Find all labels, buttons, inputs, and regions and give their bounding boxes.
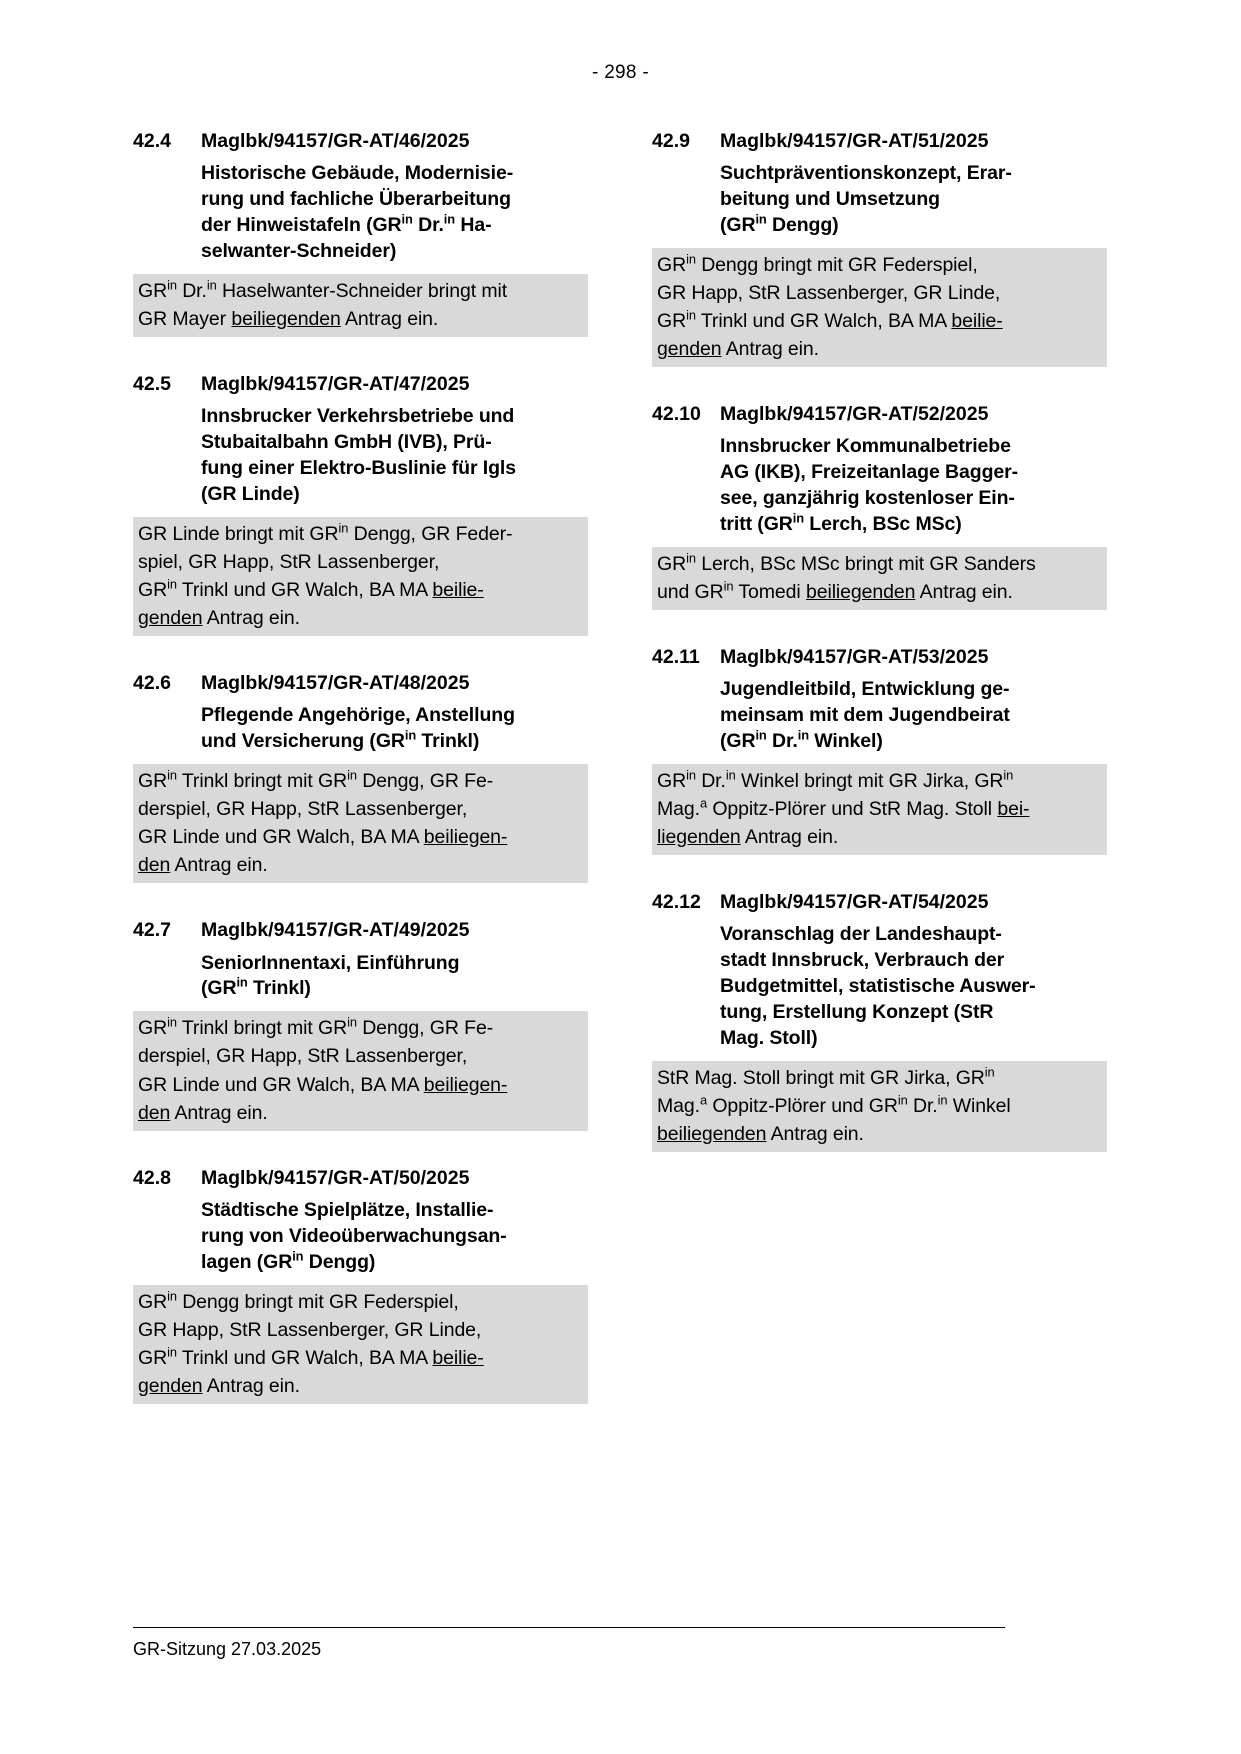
agenda-item: [133, 1165, 588, 1404]
agenda-item-body: $GR^{in}$ Trinkl bringt mit $GR^{in}$ Dengg, GR Fe- derspiel, GR Happ, StR Lassenberger, GR Linde und GR Walch, BA MA beiliegen- den Antrag ein.: [133, 764, 588, 883]
agenda-item: [133, 371, 588, 636]
agenda-item: [652, 401, 1107, 610]
agenda-item-body: $GR^{in}$ Lerch, BSc MSc bringt mit GR Sanders und $GR^{in}$ Tomedi beiliegenden Antrag ein.: [652, 547, 1107, 610]
page-number: - 298 -: [591, 62, 649, 83]
agenda-item-header: [652, 889, 1107, 915]
agenda-item-number: 42.5: [133, 372, 171, 395]
agenda-item-code: Maglbk/94157/GR-AT/49/2025: [201, 919, 470, 942]
agenda-item-title: Pflegende Angehörige, Anstellung und Versicherung ($GR^{in}$ Trinkl): [201, 704, 515, 753]
agenda-item-code: Maglbk/94157/GR-AT/47/2025: [201, 372, 470, 395]
agenda-item-body: $GR^{in}$ Dr.$^{in}$ Winkel bringt mit GR Jirka, $GR^{in}$ Mag.$^a$ Oppitz-Plörer und StR Mag. Stoll bei- liegenden Antrag ein.: [652, 764, 1107, 855]
agenda-item-code: Maglbk/94157/GR-AT/48/2025: [201, 672, 470, 695]
agenda-item-code: Maglbk/94157/GR-AT/51/2025: [720, 130, 989, 152]
agenda-item-header: [133, 371, 588, 397]
footer-text: GR-Sitzung 27.03.2025: [133, 1639, 322, 1659]
agenda-item-body: $GR^{in}$ Dengg bringt mit GR Federspiel, GR Happ, StR Lassenberger, GR Linde, $GR^{in}$ Trinkl und GR Walch, BA MA beilie- genden Antrag ein.: [652, 248, 1107, 367]
agenda-item-title: Voranschlag der Landeshaupt- stadt Innsbruck, Verbrauch der Budgetmittel, statistische Auswer- tung, Erstellung Konzept (StR Mag. Stoll): [720, 923, 1036, 1050]
agenda-item-code: Maglbk/94157/GR-AT/53/2025: [720, 646, 989, 669]
agenda-item-title: Jugendleitbild, Entwicklung ge- meinsam mit dem Jugendbeirat ($GR^{in}$ Dr.$^{in}$ Winkel): [720, 678, 1010, 753]
agenda-item-title: Historische Gebäude, Modernisie- rung und fachliche Überarbeitung der Hinweistafeln ($GR^{in}$ Dr.$^{in}$ Ha- selwanter-Schneider): [201, 162, 514, 262]
agenda-item-number: 42.8: [133, 1166, 171, 1189]
agenda-item-header: [652, 401, 1107, 427]
agenda-item-number: 42.6: [133, 672, 171, 695]
footer-divider: [133, 1627, 1005, 1628]
agenda-item: [652, 889, 1107, 1152]
agenda-item-header: [133, 128, 588, 154]
agenda-item-body: GR Linde bringt mit $GR^{in}$ Dengg, GR Feder- spiel, GR Happ, StR Lassenberger, $GR^{in}$ Trinkl und GR Walch, BA MA beilie- genden Antrag ein.: [133, 517, 588, 636]
agenda-item: [133, 128, 588, 337]
agenda-item: [652, 644, 1107, 855]
agenda-item-body: $GR^{in}$ Dr.$^{in}$ Haselwanter-Schneider bringt mit GR Mayer beiliegenden Antrag ein.: [133, 274, 588, 337]
agenda-item-code: Maglbk/94157/GR-AT/52/2025: [720, 403, 989, 426]
agenda-item-body: StR Mag. Stoll bringt mit GR Jirka, $GR^{in}$ Mag.$^a$ Oppitz-Plörer und $GR^{in}$ Dr.$^{in}$ Winkel beiliegenden Antrag ein.: [652, 1061, 1107, 1152]
agenda-item-title: Suchtpräventionskonzept, Erar- beitung und Umsetzung ($GR^{in}$ Dengg): [720, 162, 1012, 236]
agenda-item-header: [652, 128, 1107, 154]
agenda-item-code: Maglbk/94157/GR-AT/54/2025: [720, 891, 989, 914]
agenda-item-title: Städtische Spielplätze, Installie- rung von Videoüberwachungsan- lagen ($GR^{in}$ Dengg): [201, 1198, 507, 1273]
agenda-item: [652, 128, 1107, 367]
agenda-item-code: Maglbk/94157/GR-AT/46/2025: [201, 130, 470, 152]
agenda-item-header: [133, 670, 588, 696]
two-column-body: [133, 128, 1108, 1438]
agenda-item-number: 42.9: [652, 130, 690, 152]
agenda-item: [133, 917, 588, 1130]
agenda-item-title: SeniorInnentaxi, Einführung ($GR^{in}$ Trinkl): [201, 951, 460, 1000]
agenda-item-body: $GR^{in}$ Trinkl bringt mit $GR^{in}$ Dengg, GR Fe- derspiel, GR Happ, StR Lassenberger, GR Linde und GR Walch, BA MA beiliegen- den Antrag ein.: [133, 1011, 588, 1130]
agenda-item-body: $GR^{in}$ Dengg bringt mit GR Federspiel, GR Happ, StR Lassenberger, GR Linde, $GR^{in}$ Trinkl und GR Walch, BA MA beilie- genden Antrag ein.: [133, 1285, 588, 1404]
agenda-item-header: [133, 1165, 588, 1191]
agenda-item-number: 42.10: [652, 403, 701, 426]
agenda-item-number: 42.4: [133, 130, 171, 152]
left-column: [133, 128, 588, 1438]
agenda-item-title: Innsbrucker Kommunalbetriebe AG (IKB), Freizeitanlage Bagger- see, ganzjährig kostenloser Ein- tritt ($GR^{in}$ Lerch, BSc MSc): [720, 435, 1019, 536]
agenda-item-code: Maglbk/94157/GR-AT/50/2025: [201, 1166, 470, 1189]
agenda-item-header: [652, 644, 1107, 670]
agenda-item-title: Innsbrucker Verkehrsbetriebe und Stubaitalbahn GmbH (IVB), Prü- fung einer Elektro-Buslinie für Igls (GR Linde): [201, 405, 516, 505]
agenda-item-header: [133, 917, 588, 943]
right-column: [652, 128, 1107, 1438]
agenda-item-number: 42.12: [652, 891, 701, 914]
agenda-item-number: 42.7: [133, 919, 171, 942]
agenda-item-number: 42.11: [652, 646, 700, 669]
agenda-item: [133, 670, 588, 883]
